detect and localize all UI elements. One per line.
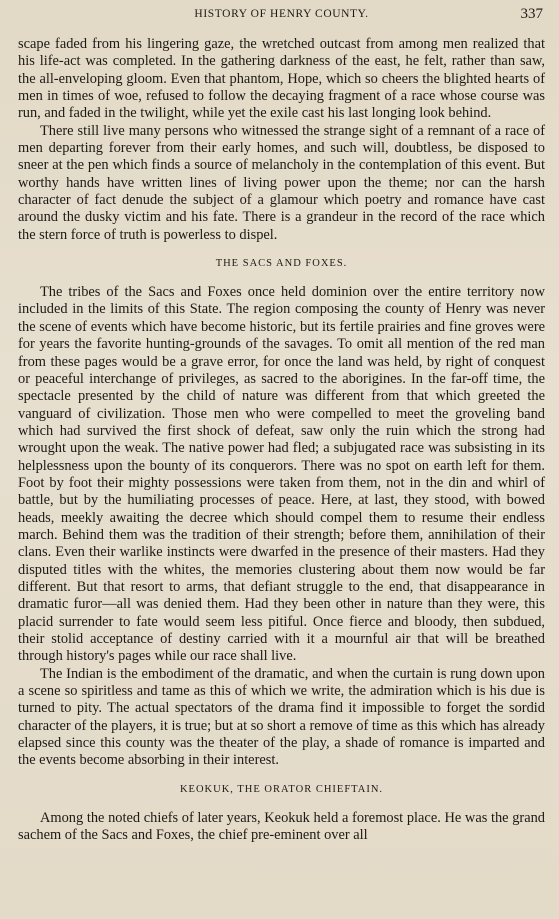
body-paragraph: The tribes of the Sacs and Foxes once held dominion over the entire territory now included in the limits of this State. The region composing the county of Henry was never the scene of events which have become historic, but its fertile prairies and fine groves were for years the favorite hunting-grounds of the savages. To omit all mention of the red man from these pages would be a grave error, for once the land was held, by right of conquest or peaceful interchange of privileges, as sacred to the aborigines. In the far-off time, the spectacle presented by the child of nature was different from that which greeted the vanguard of civilization. Those men who were compelled to meet the groveling band which had survived the first shock of defeat, saw only the ruin which the strong had wrought upon the weak. The native power had fled; a subjugated race was subsisting in its helplessness upon the bounty of its conquerors. There was no spot on earth left for them. Foot by foot their mighty possessions were taken from them, not in the din and whirl of battle, but by the humiliating processes of peace. Here, at last, they stood, with bowed heads, meekly awaiting the decree which should compel them to resume their endless march. Behind them was the tradition of their strength; before them, annihilation of their clans. Even their warlike instincts were dwarfed in the presence of their masters. Had they disputed titles with the whites, the memories clustering about them now would be far different. But that resort to arms, that defiant struggle to the end, that disappearance in dramatic furor—all was denied them. Had they been other in nature than they were, this placid surrender to fate would seem less pitiful. Once fierce and bloody, then subdued, their stolid acceptance of destiny carried with it a mournful air that will be breathed through history's pages while our race shall live. <box>18 284 545 665</box>
body-paragraph: Among the noted chiefs of later years, Keokuk held a foremost place. He was the grand sachem of the Sacs and Foxes, the chief pre-eminent over all <box>18 809 545 844</box>
running-header <box>18 4 545 24</box>
page-number: 337 <box>520 6 543 22</box>
body-paragraph: There still live many persons who witnessed the strange sight of a remnant of a race of men departing forever from their early homes, and such will, doubtless, be disposed to sneer at the pen which finds a source of melancholy in the contemplation of this event. But worthy hands have written lines of living power upon the theme; nor can the harsh character of fact denude the subject of a glamour which poetry and romance have cast around the dusky victim and his fate. There is a grandeur in the record of the race which the stern force of truth is powerless to dispel. <box>18 122 545 243</box>
running-title: HISTORY OF HENRY COUNTY. <box>194 8 369 20</box>
section-heading: KEOKUK, THE ORATOR CHIEFTAIN. <box>179 783 384 795</box>
section-heading: THE SACS AND FOXES. <box>215 258 348 270</box>
body-paragraph: The Indian is the embodiment of the dramatic, and when the curtain is rung down upon a scene so spiritless and tame as this of which we write, the admiration which is his due is turned to pity. The actual spectators of the drama find it impossible to forget the sordid character of the players, it is true; but at so short a remove of time as this which has already elapsed since this county was the theater of the play, a shade of romance is imparted and the events become absorbing in their interest. <box>18 665 545 769</box>
body-paragraph: scape faded from his lingering gaze, the wretched outcast from among men realized that his life-act was completed. In the gathering darkness of the east, he felt, rather than saw, the all-enveloping gloom. Even that phantom, Hope, which so cheers the blighted hearts of men in times of woe, refused to follow the decaying fragment of a race whose course was run, and faded in the twilight, while yet the exile cast his last longing look behind. <box>18 36 545 122</box>
